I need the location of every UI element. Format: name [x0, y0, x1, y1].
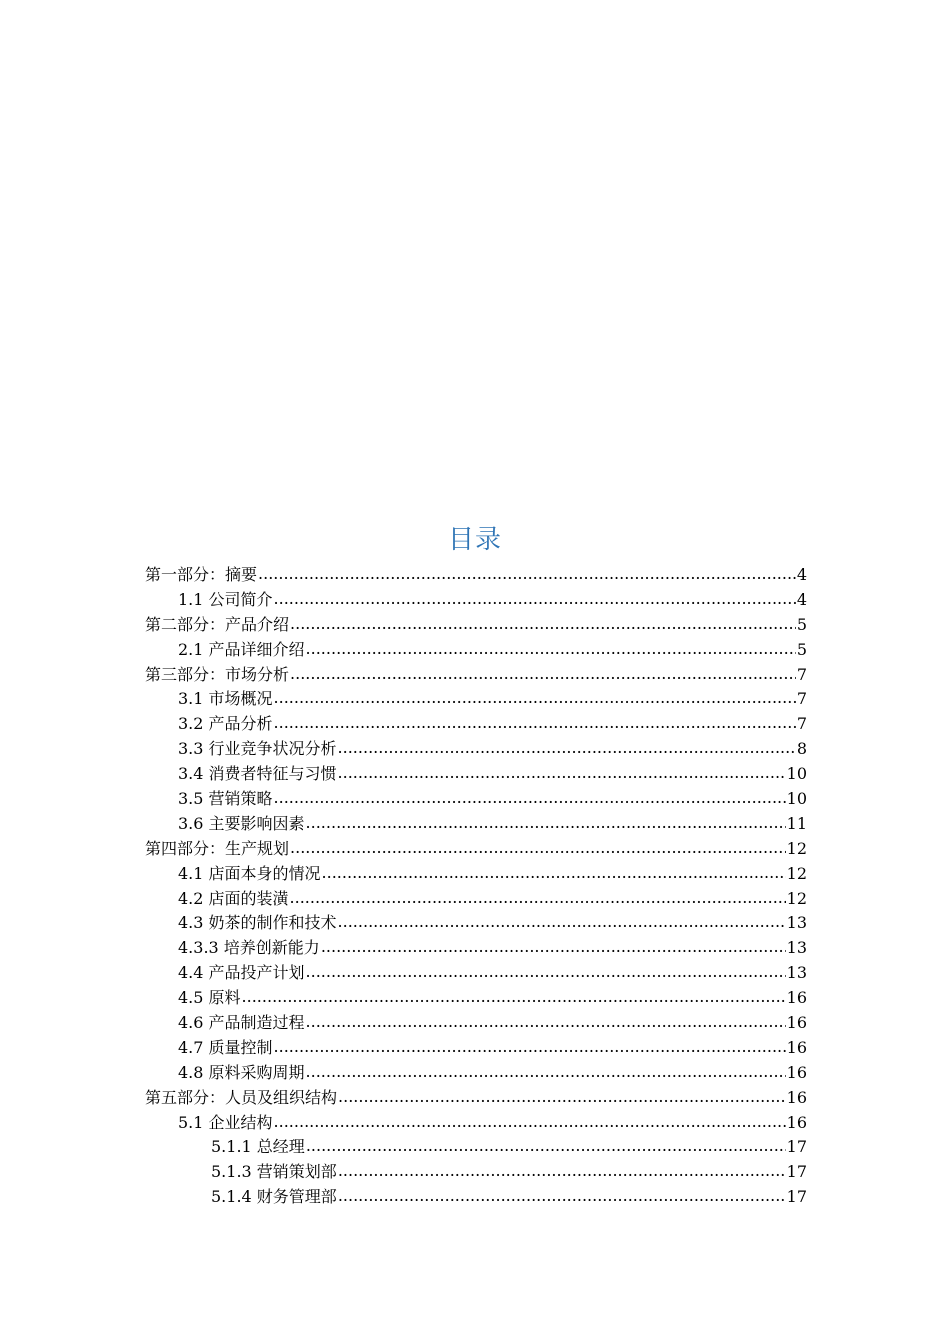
toc-dot-leader [290, 886, 786, 911]
toc-entry[interactable] [145, 837, 807, 862]
toc-entry-label: 5.1 企业结构 [178, 1112, 273, 1132]
toc-dot-leader [321, 935, 786, 960]
toc-entry[interactable] [145, 638, 807, 663]
toc-entry-label: 3.5 营销策略 [178, 789, 273, 809]
toc-title: 目录 [447, 525, 502, 555]
toc-entry[interactable] [145, 762, 807, 787]
toc-dot-leader [306, 960, 786, 985]
toc-dot-leader [338, 736, 796, 761]
toc-entry-label: 第二部分：产品介绍 [145, 614, 290, 634]
toc-entry[interactable] [145, 1135, 807, 1160]
toc-entry[interactable] [145, 663, 807, 688]
toc-dot-leader [306, 637, 796, 662]
toc-entry[interactable] [145, 588, 807, 613]
toc-page-number: 16 [786, 988, 807, 1008]
toc-dot-leader [306, 1060, 786, 1085]
toc-dot-leader [242, 985, 786, 1010]
toc-entry[interactable] [145, 961, 807, 986]
toc-entry[interactable] [145, 1111, 807, 1136]
toc-entry-label: 3.4 消费者特征与习惯 [178, 764, 337, 784]
toc-entry-label: 3.1 市场概况 [178, 689, 273, 709]
toc-entry-label: 4.2 店面的装潢 [178, 888, 289, 908]
toc-entry-label: 4.5 原料 [178, 988, 241, 1008]
toc-entry-label: 3.3 行业竞争状况分析 [178, 739, 337, 759]
toc-dot-leader [274, 1110, 786, 1135]
toc-entry-label: 4.1 店面本身的情况 [178, 863, 321, 883]
toc-entry-label: 4.6 产品制造过程 [178, 1013, 305, 1033]
toc-page-number: 16 [786, 1062, 807, 1082]
toc-entry-label: 5.1.3 营销策划部 [211, 1162, 337, 1182]
toc-entry-label: 3.2 产品分析 [178, 714, 273, 734]
toc-entry-label: 2.1 产品详细介绍 [178, 639, 305, 659]
toc-page-number: 17 [786, 1162, 807, 1182]
toc-page-number: 5 [796, 614, 807, 634]
toc-entry-label: 第四部分：生产规划 [145, 838, 290, 858]
toc-entry-label: 4.8 原料采购周期 [178, 1062, 305, 1082]
toc-page-number: 12 [786, 888, 807, 908]
toc-entry[interactable] [145, 862, 807, 887]
toc-dot-leader [306, 811, 786, 836]
toc-entry[interactable] [145, 712, 807, 737]
toc-entry[interactable] [145, 1086, 807, 1111]
toc-page-number: 7 [796, 689, 807, 709]
toc-page-number: 12 [786, 863, 807, 883]
toc-page-number: 16 [786, 1112, 807, 1132]
toc-entry[interactable] [145, 613, 807, 638]
toc-dot-leader [274, 711, 796, 736]
toc-entry-label: 1.1 公司简介 [178, 589, 273, 609]
toc-dot-leader [322, 861, 786, 886]
toc-page-number: 17 [786, 1187, 807, 1207]
toc-dot-leader [274, 587, 796, 612]
toc-entry-label: 5.1.4 财务管理部 [211, 1187, 337, 1207]
toc-page-number: 16 [786, 1037, 807, 1057]
toc-entry-label: 第五部分：人员及组织结构 [145, 1087, 338, 1107]
toc-entry-label: 4.3 奶茶的制作和技术 [178, 913, 337, 933]
toc-page-number: 5 [796, 639, 807, 659]
toc-page-number: 10 [786, 789, 807, 809]
toc-entry-label: 第三部分：市场分析 [145, 664, 290, 684]
toc-page-number: 13 [786, 938, 807, 958]
toc-page-number: 16 [786, 1013, 807, 1033]
toc-entry[interactable] [145, 737, 807, 762]
toc-entry[interactable] [145, 936, 807, 961]
toc-entry-label: 第一部分：摘要 [145, 565, 258, 584]
toc-entry[interactable] [145, 1160, 807, 1185]
toc-dot-leader [338, 1159, 786, 1184]
toc-page-number: 10 [786, 764, 807, 784]
toc-page-number: 4 [796, 565, 807, 584]
toc-page-number: 12 [786, 838, 807, 858]
toc-entry-label: 3.6 主要影响因素 [178, 813, 305, 833]
toc-entry[interactable] [145, 687, 807, 712]
toc-page-number: 17 [786, 1137, 807, 1157]
toc-entry[interactable] [145, 812, 807, 837]
toc-entry-label: 5.1.1 总经理 [211, 1137, 305, 1157]
toc-page-number: 4 [796, 589, 807, 609]
toc-entry[interactable] [145, 1011, 807, 1036]
toc-entry[interactable] [145, 563, 807, 588]
toc-entry[interactable] [145, 1185, 807, 1210]
toc-entry[interactable] [145, 1061, 807, 1086]
toc-dot-leader [306, 1134, 786, 1159]
toc-entry-label: 4.4 产品投产计划 [178, 963, 305, 983]
toc-dot-leader [338, 761, 786, 786]
toc-dot-leader [290, 836, 786, 861]
toc-dot-leader [338, 1085, 786, 1110]
toc-page-number: 8 [796, 739, 807, 759]
toc-dot-leader [274, 786, 786, 811]
toc-dot-leader [258, 562, 796, 587]
toc-page-number: 16 [786, 1087, 807, 1107]
toc-entry-label: 4.7 质量控制 [178, 1037, 273, 1057]
toc-dot-leader [338, 910, 786, 935]
toc-entry[interactable] [145, 787, 807, 812]
table-of-contents [145, 563, 807, 1210]
toc-entry[interactable] [145, 911, 807, 936]
toc-dot-leader [338, 1184, 786, 1209]
toc-page-number: 13 [786, 963, 807, 983]
toc-dot-leader [306, 1010, 786, 1035]
toc-dot-leader [274, 686, 796, 711]
toc-page-number: 7 [796, 714, 807, 734]
toc-dot-leader [290, 662, 796, 687]
toc-page-number: 11 [786, 813, 807, 833]
toc-entry[interactable] [145, 1036, 807, 1061]
toc-entry[interactable] [145, 887, 807, 912]
toc-dot-leader [290, 612, 796, 637]
toc-page-number: 7 [796, 664, 807, 684]
toc-page-number: 13 [786, 913, 807, 933]
toc-entry-label: 4.3.3 培养创新能力 [178, 938, 320, 958]
toc-dot-leader [274, 1035, 786, 1060]
toc-entry[interactable] [145, 986, 807, 1011]
